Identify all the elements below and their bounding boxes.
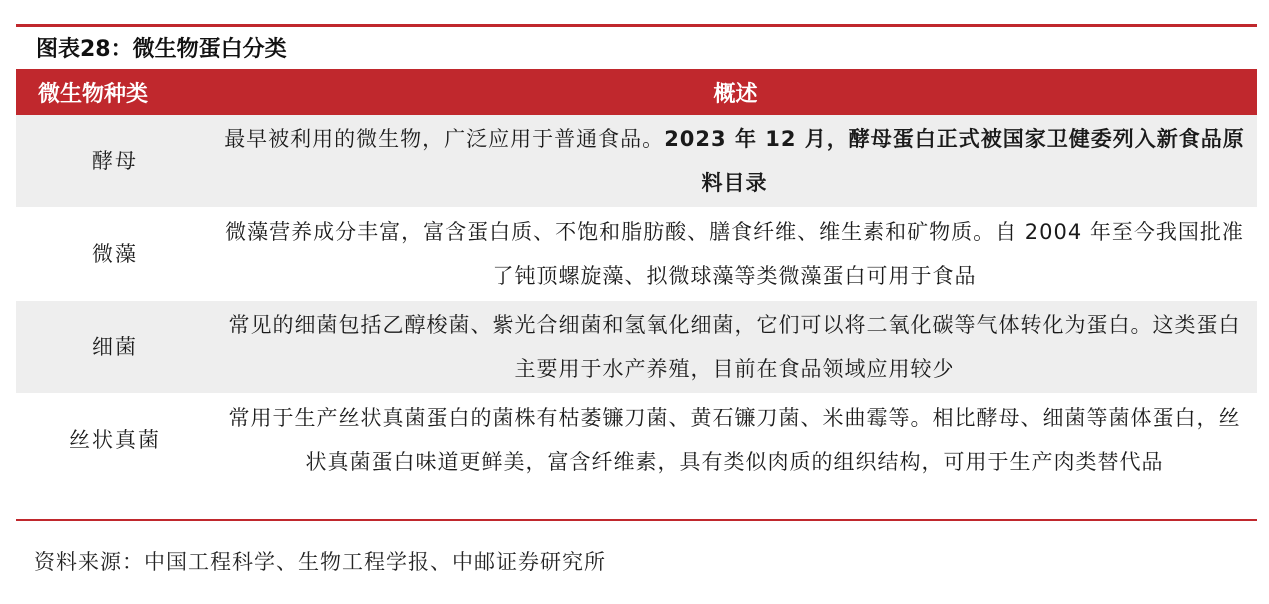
row-type-yeast: 酵母 [16,115,214,208]
row-desc-bacteria: 常见的细菌包括乙醇梭菌、紫光合细菌和氢氧化细菌，它们可以将二氧化碳等气体转化为蛋白。这类蛋白主要用于水产养殖，目前在食品领域应用较少 [214,301,1257,394]
header-overview: 概述 [713,81,758,107]
table-row [16,115,1257,208]
header-microbe-type: 微生物种类 [38,81,149,107]
desc-plain-text: 最早被利用的微生物，广泛应用于普通食品。 [224,127,665,151]
figure-title: 图表28：微生物蛋白分类 [36,37,287,62]
row-type-filamentous-fungi: 丝状真菌 [69,428,161,452]
source-note: 资料来源：中国工程科学、生物工程学报、中邮证券研究所 [34,550,606,574]
top-rule [16,24,1257,27]
row-desc-microalgae: 微藻营养成分丰富，富含蛋白质、不饱和脂肪酸、膳食纤维、维生素和矿物质。自 2004 年至今我国批准了钝顶螺旋藻、拟微球藻等类微藻蛋白可用于食品 [214,208,1257,301]
table-row [16,301,1257,394]
row-type-microalgae: 微藻 [16,208,214,301]
row-desc-filamentous-fungi: 常用于生产丝状真菌蛋白的菌株有枯萎镰刀菌、黄石镰刀菌、米曲霉等。相比酵母、细菌等菌体蛋白，丝状真菌蛋白味道更鲜美，富含纤维素，具有类似肉质的组织结构，可用于生产肉类替代品 [228,406,1241,474]
bottom-rule [16,519,1257,521]
row-desc-yeast [214,115,1257,208]
table-row [16,394,1257,487]
row-type-bacteria: 细菌 [16,301,214,394]
table-row [16,208,1257,301]
protein-classification-table [16,69,1257,486]
table-header-row [16,69,1257,115]
desc-bold-text: 2023 年 12 月，酵母蛋白正式被国家卫健委列入新食品原料目录 [664,127,1245,195]
